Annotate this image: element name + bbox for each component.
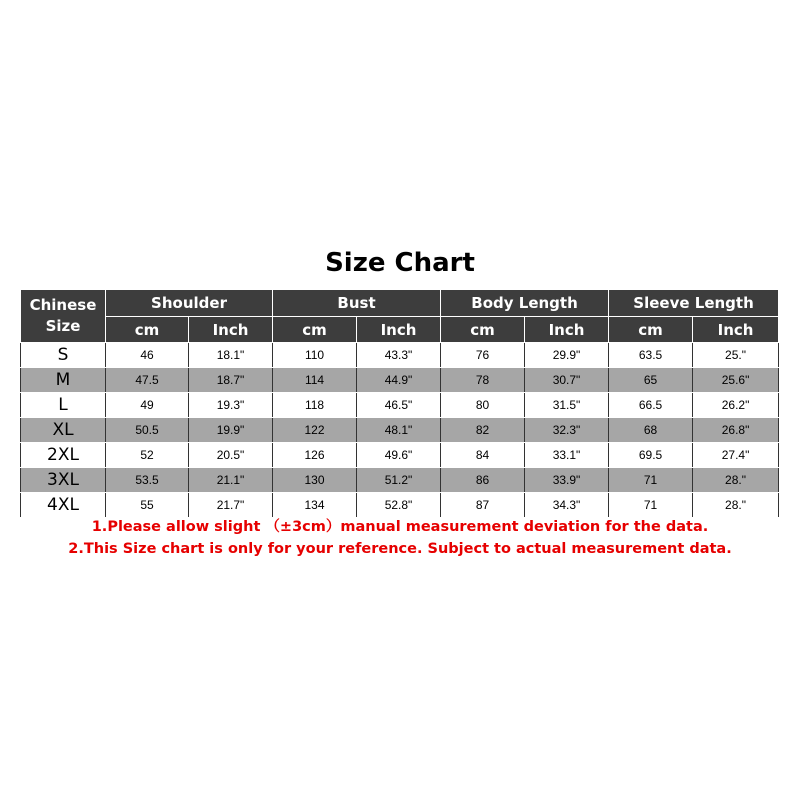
measurement-cell: 49.6" xyxy=(357,443,441,468)
measurement-cell: 47.5 xyxy=(106,368,189,393)
measurement-cell: 51.2" xyxy=(357,468,441,493)
measurement-cell: 130 xyxy=(273,468,357,493)
measurement-cell: 122 xyxy=(273,418,357,443)
measurement-cell: 87 xyxy=(441,493,525,518)
table-row xyxy=(21,493,779,518)
measurement-cell: 71 xyxy=(609,493,693,518)
unit-header: Inch xyxy=(525,317,609,343)
header-unit-row xyxy=(21,317,779,343)
measurement-cell: 26.2" xyxy=(693,393,779,418)
measurement-cell: 55 xyxy=(106,493,189,518)
group-header-bust: Bust xyxy=(273,290,441,317)
group-header-sleeve-length: Sleeve Length xyxy=(609,290,779,317)
measurement-cell: 33.9" xyxy=(525,468,609,493)
measurement-cell: 28." xyxy=(693,468,779,493)
measurement-cell: 33.1" xyxy=(525,443,609,468)
table-row xyxy=(21,368,779,393)
measurement-cell: 44.9" xyxy=(357,368,441,393)
page-title: Size Chart xyxy=(325,248,475,278)
measurement-cell: 27.4" xyxy=(693,443,779,468)
unit-header: cm xyxy=(441,317,525,343)
unit-header: Inch xyxy=(693,317,779,343)
measurement-cell: 63.5 xyxy=(609,343,693,368)
measurement-cell: 49 xyxy=(106,393,189,418)
measurement-cell: 53.5 xyxy=(106,468,189,493)
measurement-cell: 118 xyxy=(273,393,357,418)
size-cell: 4XL xyxy=(21,493,106,518)
measurement-cell: 25." xyxy=(693,343,779,368)
measurement-cell: 82 xyxy=(441,418,525,443)
size-cell: XL xyxy=(21,418,106,443)
table-row xyxy=(21,393,779,418)
measurement-cell: 114 xyxy=(273,368,357,393)
measurement-cell: 46 xyxy=(106,343,189,368)
measurement-cell: 52.8" xyxy=(357,493,441,518)
size-cell: S xyxy=(21,343,106,368)
measurement-cell: 50.5 xyxy=(106,418,189,443)
size-cell: M xyxy=(21,368,106,393)
measurement-cell: 18.7" xyxy=(189,368,273,393)
size-cell: L xyxy=(21,393,106,418)
unit-header: cm xyxy=(106,317,189,343)
unit-header: cm xyxy=(609,317,693,343)
size-cell: 2XL xyxy=(21,443,106,468)
size-cell: 3XL xyxy=(21,468,106,493)
unit-header: Inch xyxy=(357,317,441,343)
measurement-cell: 19.3" xyxy=(189,393,273,418)
measurement-cell: 71 xyxy=(609,468,693,493)
measurement-cell: 80 xyxy=(441,393,525,418)
measurement-cell: 29.9" xyxy=(525,343,609,368)
measurement-cell: 25.6" xyxy=(693,368,779,393)
measurement-cell: 78 xyxy=(441,368,525,393)
measurement-cell: 34.3" xyxy=(525,493,609,518)
measurement-cell: 28." xyxy=(693,493,779,518)
measurement-cell: 46.5" xyxy=(357,393,441,418)
measurement-cell: 134 xyxy=(273,493,357,518)
measurement-cell: 48.1" xyxy=(357,418,441,443)
table-row xyxy=(21,418,779,443)
measurement-cell: 43.3" xyxy=(357,343,441,368)
measurement-cell: 126 xyxy=(273,443,357,468)
size-column-header-line2: Size xyxy=(45,317,81,335)
note-line: 1.Please allow slight （±3cm）manual measurement deviation for the data. xyxy=(91,519,709,535)
measurement-cell: 84 xyxy=(441,443,525,468)
unit-header: Inch xyxy=(189,317,273,343)
measurement-cell: 19.9" xyxy=(189,418,273,443)
size-column-header-line1: Chinese xyxy=(29,296,97,314)
measurement-cell: 76 xyxy=(441,343,525,368)
measurement-cell: 69.5 xyxy=(609,443,693,468)
table-row xyxy=(21,468,779,493)
table-row xyxy=(21,443,779,468)
note-line: 2.This Size chart is only for your reference. Subject to actual measurement data. xyxy=(68,541,732,557)
measurement-cell: 32.3" xyxy=(525,418,609,443)
measurement-cell: 30.7" xyxy=(525,368,609,393)
measurement-cell: 31.5" xyxy=(525,393,609,418)
notes xyxy=(0,516,800,560)
measurement-cell: 66.5 xyxy=(609,393,693,418)
measurement-cell: 21.1" xyxy=(189,468,273,493)
unit-header: cm xyxy=(273,317,357,343)
measurement-cell: 18.1" xyxy=(189,343,273,368)
measurement-cell: 86 xyxy=(441,468,525,493)
measurement-cell: 65 xyxy=(609,368,693,393)
group-header-body-length: Body Length xyxy=(441,290,609,317)
size-column-header xyxy=(21,290,106,343)
group-header-shoulder: Shoulder xyxy=(106,290,273,317)
measurement-cell: 68 xyxy=(609,418,693,443)
measurement-cell: 21.7" xyxy=(189,493,273,518)
measurement-cell: 26.8" xyxy=(693,418,779,443)
header-group-row xyxy=(21,290,779,317)
measurement-cell: 52 xyxy=(106,443,189,468)
size-chart-table xyxy=(20,289,779,518)
measurement-cell: 20.5" xyxy=(189,443,273,468)
table-row xyxy=(21,343,779,368)
measurement-cell: 110 xyxy=(273,343,357,368)
